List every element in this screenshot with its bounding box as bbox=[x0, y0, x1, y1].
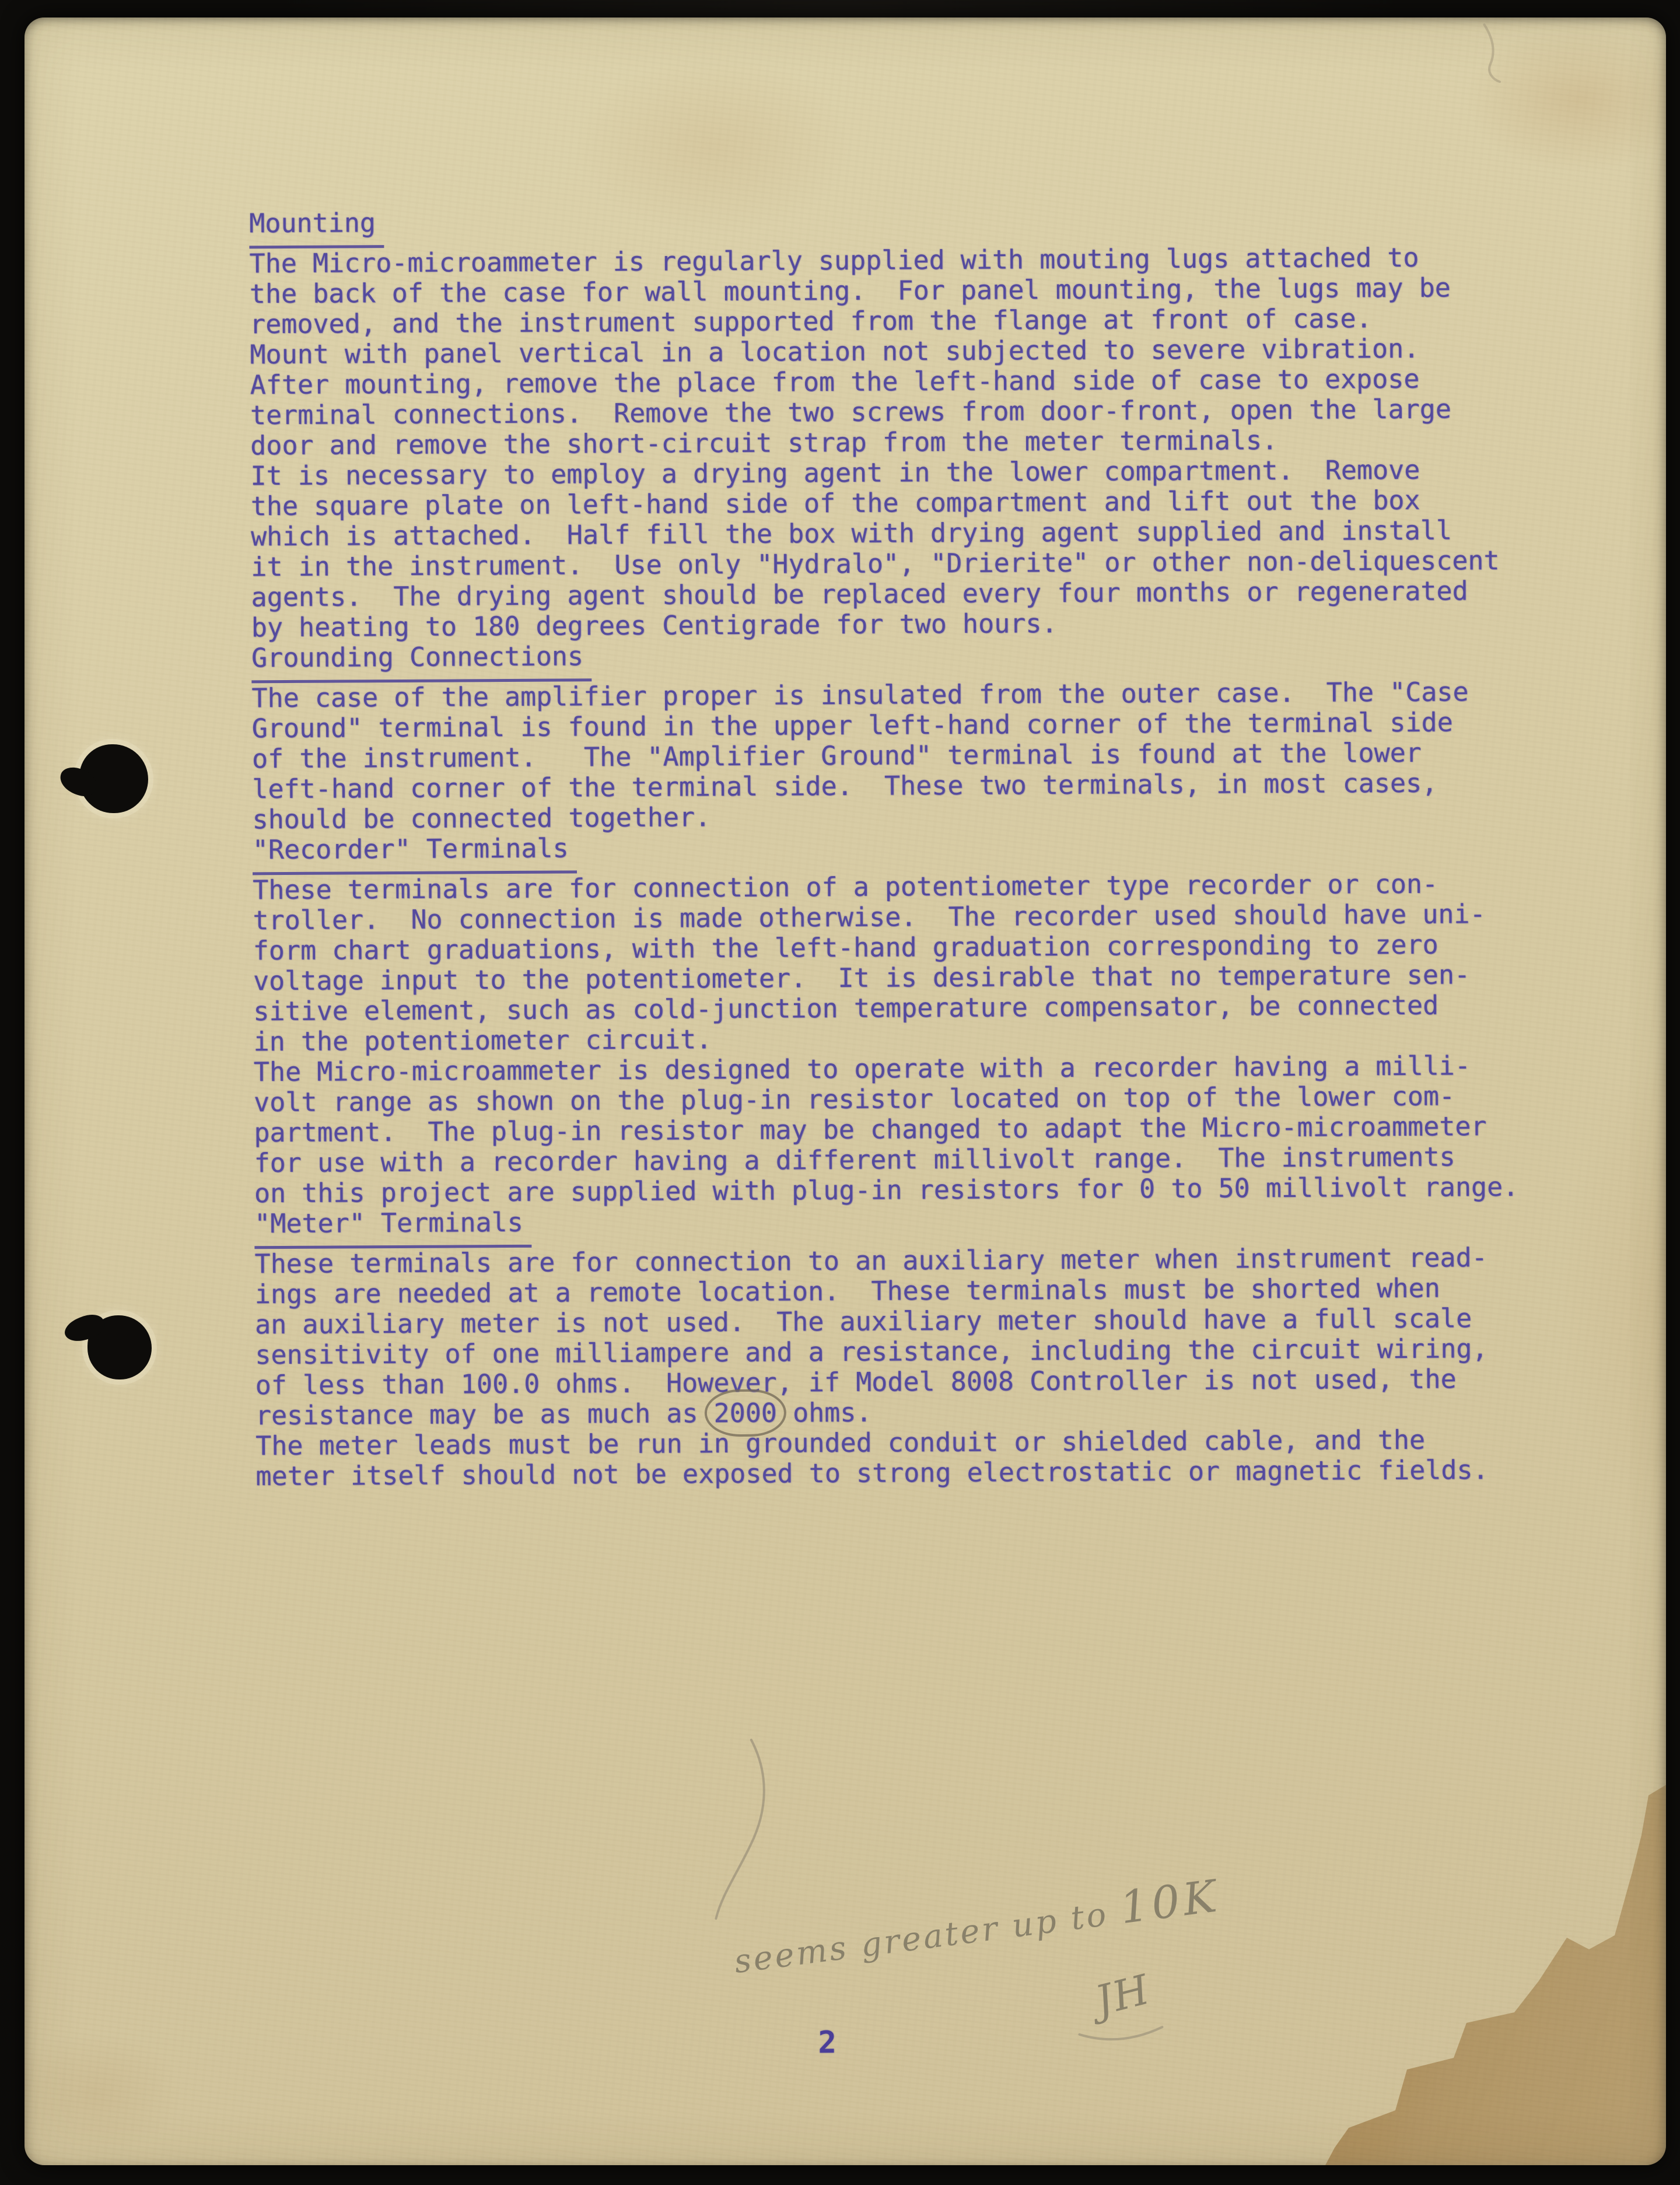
paragraph-mounting-2: It is necessary to employ a drying agent in the lower compartment. Remove the square plate on left-hand side of the compartment and lift out the box which is attached. Half fill the box with drying agent supplied and install it in the instrument. Use only "Hydralo", "Drierite" or other non-deliquescent agents. The drying agent should be replaced every four months or regenerated by heating to 180 degrees Centigrade for two hours. bbox=[250, 454, 1500, 643]
paragraph-grounding-1: The case of the amplifier proper is insulated from the outer case. The "Case Ground" terminal is found in the upper left-hand corner of the terminal side of the instrument. The "Amplifier Ground" terminal is found at the lower left-hand corner of the terminal side. These two terminals, in most cases, should be connected together. bbox=[251, 676, 1469, 835]
typed-content bbox=[24, 17, 1666, 2165]
paragraph-meter-1 bbox=[254, 1242, 1563, 1431]
section-meter-terminals bbox=[254, 1202, 1563, 1492]
section-grounding-connections bbox=[251, 636, 1560, 835]
paper-page bbox=[24, 17, 1666, 2165]
page-number: 2 bbox=[818, 2025, 837, 2061]
section-heading-grounding: Grounding Connections bbox=[251, 641, 592, 683]
section-heading-recorder: "Recorder" Terminals bbox=[253, 833, 577, 875]
handwritten-initials: JH bbox=[1090, 1965, 1155, 2025]
handwritten-note-text: seems greater up to bbox=[732, 1895, 1111, 1981]
section-recorder-terminals bbox=[253, 828, 1562, 1209]
paragraph-meter-1-tail: ohms. bbox=[776, 1396, 872, 1428]
section-heading-mounting: Mounting bbox=[249, 208, 384, 248]
section-heading-meter: "Meter" Terminals bbox=[254, 1207, 531, 1249]
handwritten-note bbox=[730, 1868, 1234, 1984]
pencil-initials-flourish bbox=[1079, 2027, 1162, 2039]
paragraph-recorder-1: These terminals are for connection of a potentiometer type recorder or con- troller. No connection is made otherwise. The recorder used should have uni- form chart graduations, with the left-hand graduation corresponding to zero voltage input to the potentiometer. It is desirable that no temperature sen- sitive element, such as cold-junction temperature compensator, be connected in the potentiometer circuit. bbox=[253, 868, 1486, 1058]
pencil-corner-mark bbox=[1484, 24, 1500, 82]
pencil-circled-value: 2000 bbox=[704, 1389, 786, 1437]
section-mounting bbox=[249, 202, 1559, 643]
paragraph-mounting-1: The Micro-microammeter is regularly supplied with mouting lugs attached to the back of the case for wall mounting. For panel mounting, the lugs may be removed, and the instrument supported from the flange at front of case. Mount with panel vertical in a location not subjected to severe vibration. After mounting, remove the place from the left-hand side of case to expose terminal connections. Remove the two screws from door-front, open the large door and remove the short-circuit strap from the meter terminals. bbox=[249, 241, 1452, 461]
paragraph-meter-1-text: These terminals are for connection to an auxiliary meter when instrument read- ings are needed at a remote location. These terminals must be shorted when an auxiliary meter is not used. The auxiliary meter should have a full scale sensitivity of one milliampere and a resistance, including the circuit wiring, of less than 100.0 ohms. However, if Model 8008 Controller is not used, the resistance may be as much as bbox=[254, 1242, 1488, 1431]
pencil-squiggle-line bbox=[715, 1740, 765, 1918]
paragraph-recorder-2: The Micro-microammeter is designed to operate with a recorder having a milli- volt range as shown on the plug-in resistor located on top of the lower com- partment. The plug-in resistor may be changed to adapt the Micro-microammeter for use with a recorder having a different millivolt range. The instruments on this project are supplied with plug-in resistors for 0 to 50 millivolt range. bbox=[253, 1050, 1519, 1209]
paragraph-meter-2: The meter leads must be run in grounded conduit or shielded cable, and the meter itself should not be exposed to strong electrostatic or magnetic fields. bbox=[256, 1424, 1489, 1492]
handwritten-note-value: 10K bbox=[1116, 1869, 1223, 1934]
